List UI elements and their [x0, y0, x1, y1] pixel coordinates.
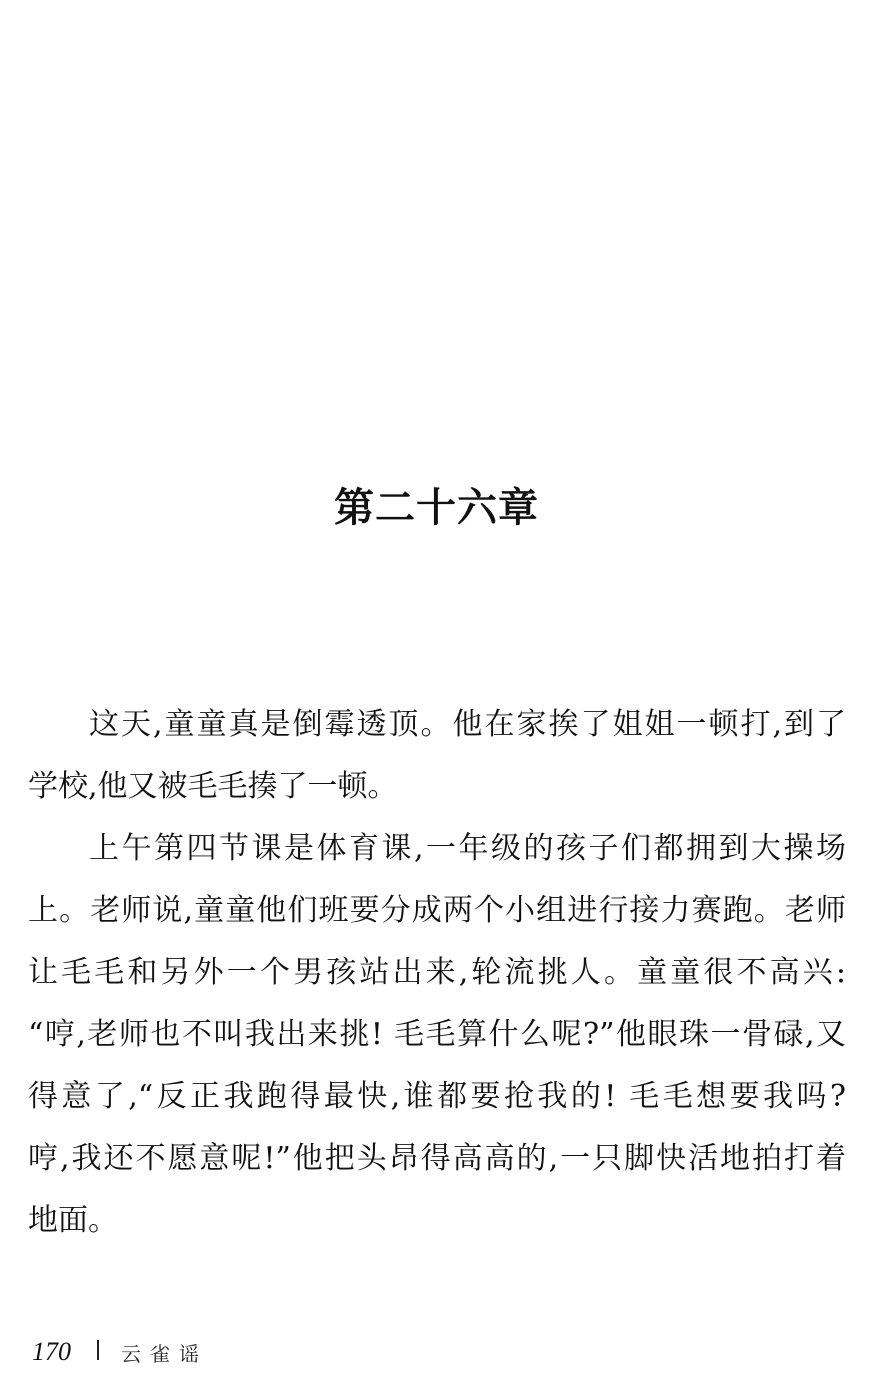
book-title: 云雀谣	[121, 1341, 208, 1366]
paragraph-2-line-3: 让毛毛和另外一个男孩站出来,轮流挑人。童童很不高兴:	[28, 955, 846, 990]
page-number: 170	[32, 1337, 71, 1366]
paragraph-2-line-2: 上。老师说,童童他们班要分成两个小组进行接力赛跑。老师	[28, 893, 846, 928]
paragraph-2-line-5: 得意了,“反正我跑得最快,谁都要抢我的! 毛毛想要我吗?	[28, 1079, 846, 1114]
body-text	[28, 694, 846, 1252]
paragraph-2-line-6: 哼,我还不愿意呢!”他把头昂得高高的,一只脚快活地拍打着	[28, 1141, 846, 1176]
paragraph-2-line-4: “哼,老师也不叫我出来挑! 毛毛算什么呢?”他眼珠一骨碌,又	[28, 1017, 846, 1052]
paragraph-1-line-2: 学校,他又被毛毛揍了一顿。	[28, 769, 398, 804]
page-footer	[32, 1334, 208, 1370]
footer-divider	[97, 1340, 99, 1360]
paragraph-1-line-1: 这天,童童真是倒霉透顶。他在家挨了姐姐一顿打,到了	[89, 707, 846, 742]
chapter-title: 第二十六章	[334, 485, 539, 531]
paragraph-2-line-7: 地面。	[28, 1203, 118, 1238]
paragraph-2-line-1: 上午第四节课是体育课,一年级的孩子们都拥到大操场	[89, 831, 846, 866]
